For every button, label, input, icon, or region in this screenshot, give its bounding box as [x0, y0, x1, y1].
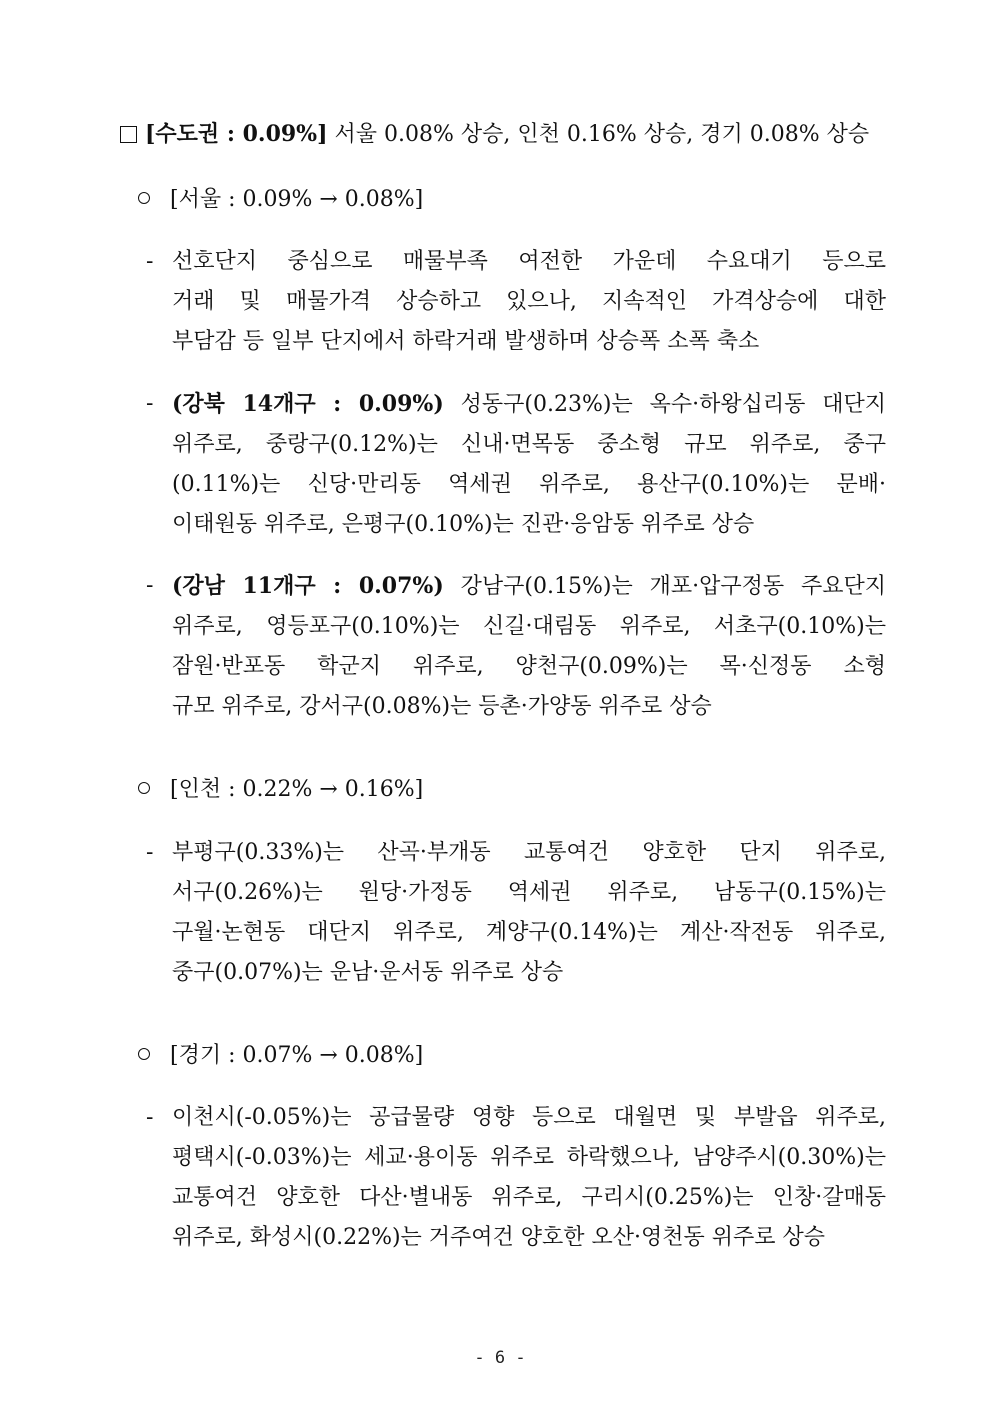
- text-line: 규모 위주로, 강서구(0.08%)는 등촌·가양동 위주로 상승: [172, 694, 712, 719]
- circle-bullet-icon: [138, 1048, 150, 1060]
- dash-bullet: -: [146, 573, 154, 598]
- text-line: (0.11%)는 신당·만리동 역세권 위주로, 용산구(0.10%)는 문배·: [172, 472, 886, 497]
- bullet-item: [146, 566, 886, 727]
- page-number: - 6 -: [474, 1348, 526, 1368]
- text-line: 서구(0.26%)는 원당·가정동 역세권 위주로, 남동구(0.15%)는: [172, 880, 886, 905]
- circle-bullet-icon: [138, 192, 150, 204]
- text-line: 잠원·반포동 학군지 위주로, 양천구(0.09%)는 목·신정동 소형: [172, 654, 886, 679]
- text-line: 거래 및 매물가격 상승하고 있으나, 지속적인 가격상승에 대한: [172, 289, 886, 314]
- subsection-title-incheon: [138, 774, 838, 806]
- subsection-title-gyeonggi: [138, 1040, 838, 1072]
- bold-label: (강남 11개구 : 0.07%): [172, 573, 444, 599]
- text-line: 구월·논현동 대단지 위주로, 계양구(0.14%)는 계산·작전동 위주로,: [172, 920, 886, 945]
- heading-text: 서울 0.08% 상승, 인천 0.16% 상승, 경기 0.08% 상승: [327, 122, 870, 147]
- text-line: 이태원동 위주로, 은평구(0.10%)는 진관·응암동 위주로 상승: [172, 512, 755, 537]
- subsection-title-text: [인천 : 0.22% → 0.16%]: [170, 777, 424, 802]
- text-run: 성동구(0.23%)는 옥수·하왕십리동 대단지: [443, 392, 886, 417]
- bold-label: (강북 14개구 : 0.09%): [172, 391, 444, 417]
- bullet-item: [146, 1098, 886, 1258]
- dash-bullet: -: [146, 840, 154, 865]
- text-line: 부평구(0.33%)는 산곡·부개동 교통여건 양호한 단지 위주로,: [172, 840, 886, 865]
- text-run: 강남구(0.15%)는 개포·압구정동 주요단지: [443, 574, 886, 599]
- text-line: 부담감 등 일부 단지에서 하락거래 발생하며 상승폭 소폭 축소: [172, 329, 760, 354]
- text-line: [146, 566, 886, 607]
- dash-bullet: -: [146, 391, 154, 416]
- text-line: 평택시(-0.03%)는 세교·용이동 위주로 하락했으나, 남양주시(0.30%)는: [172, 1145, 886, 1170]
- bullet-item: [146, 833, 886, 993]
- circle-bullet-icon: [138, 782, 150, 794]
- text-line: 위주로, 영등포구(0.10%)는 신길·대림동 위주로, 서초구(0.10%)는: [172, 614, 886, 639]
- text-line: 교통여건 양호한 다산·별내동 위주로, 구리시(0.25%)는 인창·갈매동: [172, 1185, 886, 1210]
- checkbox-square-icon: [120, 126, 137, 143]
- text-line: 중구(0.07%)는 운남·운서동 위주로 상승: [172, 960, 564, 985]
- bullet-item: [146, 384, 886, 545]
- subsection-title-seoul: [138, 184, 838, 216]
- subsection-title-text: [서울 : 0.09% → 0.08%]: [170, 187, 424, 212]
- dash-bullet: -: [146, 249, 154, 274]
- text-line: 선호단지 중심으로 매물부족 여전한 가운데 수요대기 등으로: [172, 249, 886, 274]
- bullet-item: [146, 242, 886, 362]
- text-line: 위주로, 중랑구(0.12%)는 신내·면목동 중소형 규모 위주로, 중구: [172, 432, 886, 457]
- dash-bullet: -: [146, 1105, 154, 1130]
- text-line: [146, 384, 886, 425]
- text-line: 위주로, 화성시(0.22%)는 거주여건 양호한 오산·영천동 위주로 상승: [172, 1225, 826, 1250]
- text-line: 이천시(-0.05%)는 공급물량 영향 등으로 대월면 및 부발읍 위주로,: [172, 1105, 886, 1130]
- section-heading: [120, 118, 890, 151]
- heading-label: [수도권 : 0.09%]: [145, 121, 328, 147]
- subsection-title-text: [경기 : 0.07% → 0.08%]: [170, 1043, 424, 1068]
